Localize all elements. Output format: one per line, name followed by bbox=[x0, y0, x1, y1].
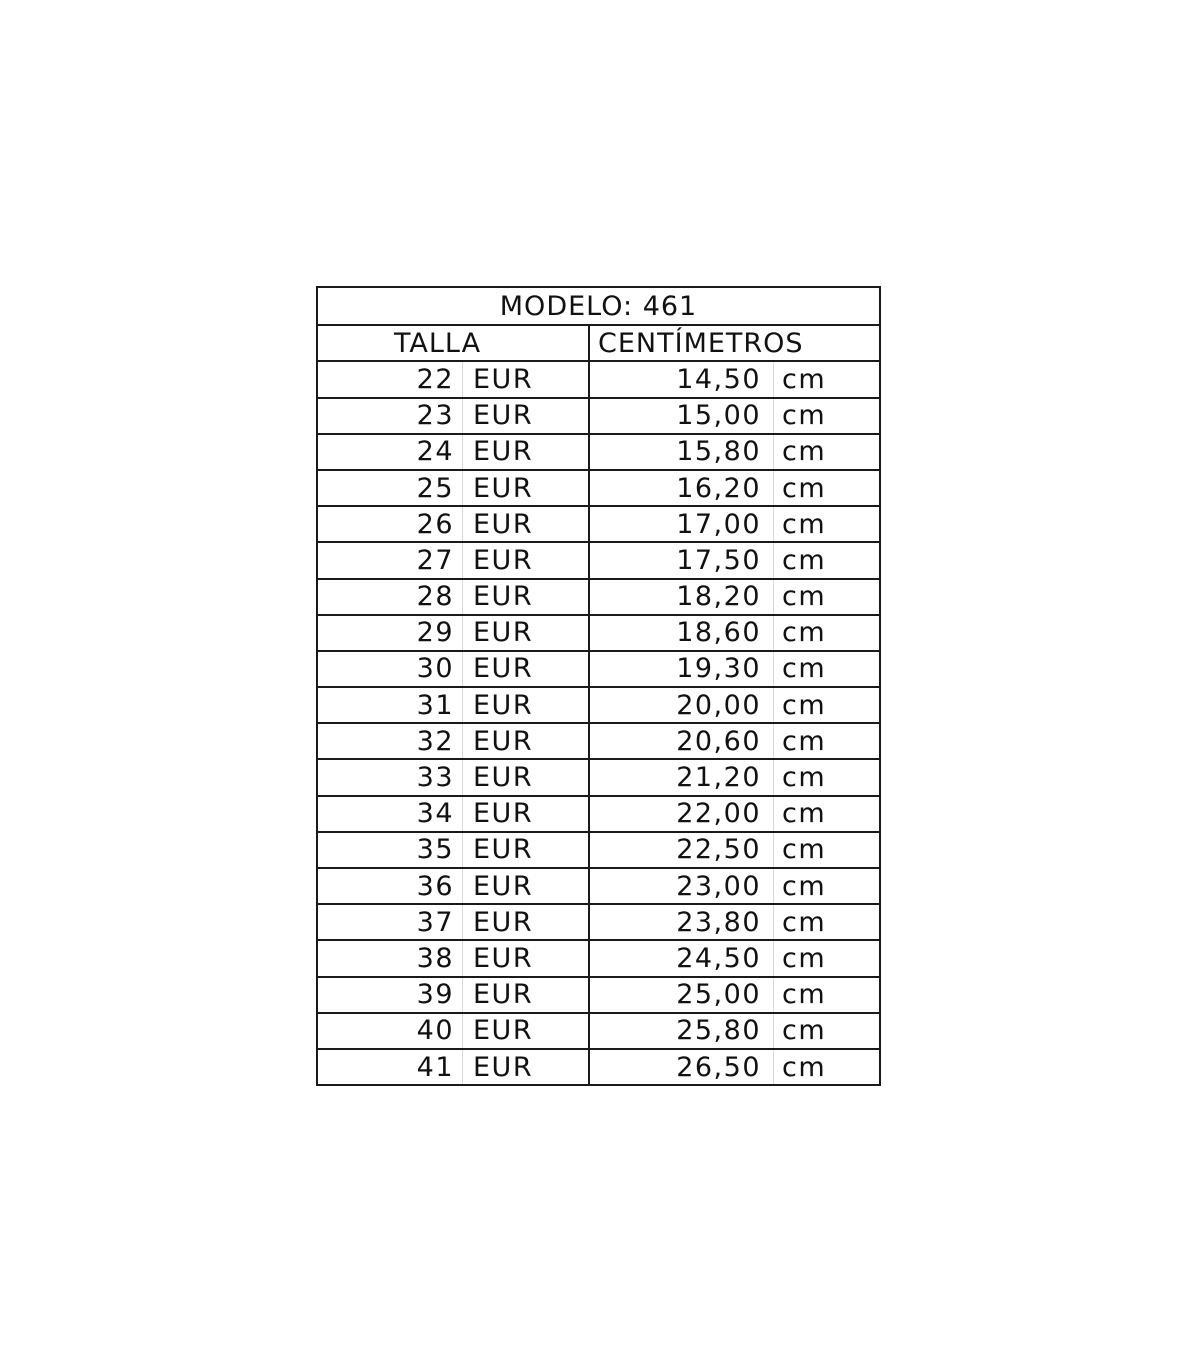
length-unit: cm bbox=[782, 689, 827, 721]
length-unit: cm bbox=[782, 581, 827, 613]
table-row bbox=[318, 686, 879, 722]
size-unit: EUR bbox=[463, 797, 590, 831]
length-value: 18,60 bbox=[590, 616, 774, 650]
size-unit: EUR bbox=[463, 941, 590, 975]
size-unit: EUR bbox=[463, 905, 590, 939]
size-value: 27 bbox=[318, 543, 463, 577]
size-unit: EUR bbox=[463, 1050, 590, 1084]
size-unit: EUR bbox=[463, 760, 590, 794]
size-unit: EUR bbox=[463, 471, 590, 505]
length-value: 19,30 bbox=[590, 652, 774, 686]
length-unit: cm bbox=[782, 508, 827, 540]
length-value: 23,00 bbox=[590, 869, 774, 903]
length-value: 14,50 bbox=[590, 362, 774, 396]
size-value: 31 bbox=[318, 688, 463, 722]
length-value: 20,00 bbox=[590, 688, 774, 722]
size-value: 33 bbox=[318, 760, 463, 794]
length-value: 21,20 bbox=[590, 760, 774, 794]
table-row bbox=[318, 614, 879, 650]
length-unit: cm bbox=[782, 942, 827, 974]
header-talla: TALLA bbox=[318, 326, 590, 360]
length-unit: cm bbox=[782, 617, 827, 649]
length-unit: cm bbox=[782, 400, 827, 432]
table-row bbox=[318, 433, 879, 469]
length-value: 26,50 bbox=[590, 1050, 774, 1084]
size-value: 36 bbox=[318, 869, 463, 903]
length-value: 23,80 bbox=[590, 905, 774, 939]
size-unit: EUR bbox=[463, 435, 590, 469]
size-unit: EUR bbox=[463, 580, 590, 614]
size-value: 24 bbox=[318, 435, 463, 469]
size-chart-table bbox=[316, 286, 881, 1086]
table-row bbox=[318, 867, 879, 903]
length-value: 18,20 bbox=[590, 580, 774, 614]
table-row bbox=[318, 578, 879, 614]
size-unit: EUR bbox=[463, 688, 590, 722]
table-row bbox=[318, 650, 879, 686]
table-body bbox=[318, 360, 879, 1084]
table-row bbox=[318, 360, 879, 396]
size-unit: EUR bbox=[463, 652, 590, 686]
table-row bbox=[318, 831, 879, 867]
size-value: 38 bbox=[318, 941, 463, 975]
table-row bbox=[318, 795, 879, 831]
length-value: 16,20 bbox=[590, 471, 774, 505]
length-value: 15,00 bbox=[590, 399, 774, 433]
size-value: 28 bbox=[318, 580, 463, 614]
length-value: 24,50 bbox=[590, 941, 774, 975]
size-unit: EUR bbox=[463, 833, 590, 867]
size-unit: EUR bbox=[463, 399, 590, 433]
length-unit: cm bbox=[782, 363, 827, 395]
length-value: 17,50 bbox=[590, 543, 774, 577]
size-value: 39 bbox=[318, 978, 463, 1012]
size-unit: EUR bbox=[463, 978, 590, 1012]
length-value: 25,00 bbox=[590, 978, 774, 1012]
size-value: 32 bbox=[318, 724, 463, 758]
length-unit: cm bbox=[782, 1051, 827, 1083]
size-value: 30 bbox=[318, 652, 463, 686]
table-header-row bbox=[318, 324, 879, 360]
size-unit: EUR bbox=[463, 616, 590, 650]
table-row bbox=[318, 505, 879, 541]
size-unit: EUR bbox=[463, 507, 590, 541]
table-row bbox=[318, 1012, 879, 1048]
length-unit: cm bbox=[782, 906, 827, 938]
size-value: 35 bbox=[318, 833, 463, 867]
size-unit: EUR bbox=[463, 362, 590, 396]
size-value: 29 bbox=[318, 616, 463, 650]
length-unit: cm bbox=[782, 653, 827, 685]
size-unit: EUR bbox=[463, 543, 590, 577]
header-centimetros: CENTÍMETROS bbox=[598, 327, 804, 359]
table-title: MODELO: 461 bbox=[499, 290, 698, 322]
size-value: 41 bbox=[318, 1050, 463, 1084]
table-title-row bbox=[318, 288, 879, 324]
length-unit: cm bbox=[782, 1015, 827, 1047]
length-value: 22,00 bbox=[590, 797, 774, 831]
table-row bbox=[318, 1048, 879, 1084]
table-row bbox=[318, 903, 879, 939]
length-value: 22,50 bbox=[590, 833, 774, 867]
length-unit: cm bbox=[782, 725, 827, 757]
size-value: 34 bbox=[318, 797, 463, 831]
length-unit: cm bbox=[782, 834, 827, 866]
size-unit: EUR bbox=[463, 869, 590, 903]
table-row bbox=[318, 397, 879, 433]
table-row bbox=[318, 722, 879, 758]
table-row bbox=[318, 541, 879, 577]
table-row bbox=[318, 939, 879, 975]
length-unit: cm bbox=[782, 544, 827, 576]
size-value: 37 bbox=[318, 905, 463, 939]
size-value: 40 bbox=[318, 1014, 463, 1048]
size-value: 25 bbox=[318, 471, 463, 505]
size-value: 23 bbox=[318, 399, 463, 433]
table-row bbox=[318, 976, 879, 1012]
length-unit: cm bbox=[782, 798, 827, 830]
size-unit: EUR bbox=[463, 724, 590, 758]
length-value: 20,60 bbox=[590, 724, 774, 758]
length-unit: cm bbox=[782, 436, 827, 468]
length-unit: cm bbox=[782, 762, 827, 794]
table-row bbox=[318, 469, 879, 505]
size-value: 22 bbox=[318, 362, 463, 396]
length-unit: cm bbox=[782, 870, 827, 902]
size-unit: EUR bbox=[463, 1014, 590, 1048]
size-value: 26 bbox=[318, 507, 463, 541]
length-unit: cm bbox=[782, 979, 827, 1011]
table-row bbox=[318, 758, 879, 794]
length-value: 15,80 bbox=[590, 435, 774, 469]
length-unit: cm bbox=[782, 472, 827, 504]
length-value: 17,00 bbox=[590, 507, 774, 541]
length-value: 25,80 bbox=[590, 1014, 774, 1048]
